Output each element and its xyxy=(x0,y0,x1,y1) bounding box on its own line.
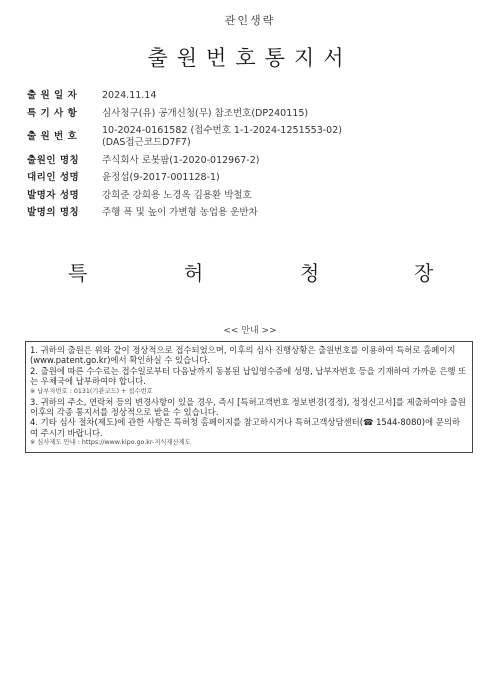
notice-item: 1. 귀하의 출원은 위와 같이 정상적으로 접수되었으며, 이후의 심사 진행상황은 출원번호를 이용하여 특허로 홈페이지(www.patent.go.kr)에서 확인하실 수 있습니다. xyxy=(30,345,456,366)
field-value-line: 강희준 강희용 노경옥 김용환 박철호 xyxy=(102,189,252,201)
agency-char: 특 xyxy=(68,261,88,285)
field-value-line: 주식회사 로봇팜(1-2020-012967-2) xyxy=(102,154,260,166)
field-value xyxy=(102,90,487,102)
agency-char: 청 xyxy=(300,261,320,285)
field-value-line: (DAS접근코드D7F7) xyxy=(102,137,191,148)
field-label: 발명의 명칭 xyxy=(27,207,80,218)
field-value-line: 윤정섭(9-2017-001128-1) xyxy=(102,172,220,183)
field-value-line: 심사청구(유) 공개신청(무) 참조번호(DP240115) xyxy=(102,107,309,119)
field-value xyxy=(102,125,487,149)
field-row-filing-date xyxy=(27,90,487,102)
field-label: 출원인 명칭 xyxy=(27,154,80,166)
field-value-line: 주행 폭 및 높이 가변형 농업용 운반차 xyxy=(102,207,258,218)
field-value xyxy=(102,172,487,184)
document-title: 출원번호통지서 xyxy=(147,46,353,70)
field-label: 대리인 성명 xyxy=(27,172,80,183)
field-row-application-number xyxy=(27,125,487,149)
notice-heading: << 안내 >> xyxy=(223,326,277,336)
agency-char: 장 xyxy=(414,261,434,285)
field-label: 발명자 성명 xyxy=(27,189,80,201)
field-row-special-notes xyxy=(27,108,487,120)
field-value-line: 10-2024-0161582 (접수번호 1-1-2024-1251553-02) xyxy=(102,125,342,136)
application-fields xyxy=(27,90,487,225)
field-value xyxy=(102,207,487,219)
notice-note: ※ 납부자번호 : 0131(기관코드) + 접수번호 xyxy=(30,387,153,395)
field-row-agent xyxy=(27,172,487,184)
field-row-inventors xyxy=(27,190,487,202)
notice-item: 3. 귀하의 주소, 연락처 등의 변경사항이 있을 경우, 즉시 [특허고객번호 정보변경(경정), 정정신고서]를 제출하여야 출원 이후의 각종 통지서를 정상적으로 받을 수 있습니다. xyxy=(30,396,466,418)
seal-omission-label: 관인생략 xyxy=(224,14,276,27)
notice-item: 4. 기타 심사 절차(제도)에 관한 사항은 특허청 홈페이지를 참고하시거나 특허고객상담센터(☎ 1544-8080)에 문의하여 주시기 바랍니다. xyxy=(30,417,461,438)
notice-box xyxy=(25,341,473,453)
field-label: 특 기 사 항 xyxy=(27,107,78,119)
field-value xyxy=(102,155,487,167)
field-row-applicant xyxy=(27,155,487,167)
field-row-invention-title xyxy=(27,207,487,219)
field-label: 출 원 번 호 xyxy=(27,131,78,142)
notice-item: 2. 출원에 따른 수수료는 접수일로부터 다음날까지 동봉된 납입영수증에 성명, 납부자번호 등을 기재하여 가까운 은행 또는 우체국에 납부하여야 합니다. xyxy=(30,365,467,387)
field-value xyxy=(102,190,487,202)
field-value-line: 2024.11.14 xyxy=(102,90,157,101)
notice-note: ※ 심사제도 안내 : https://www.kipo.go.kr-지식재산제도 xyxy=(30,439,191,447)
agency-char: 허 xyxy=(184,261,204,285)
field-label: 출 원 일 자 xyxy=(27,90,78,101)
field-value xyxy=(102,108,487,120)
